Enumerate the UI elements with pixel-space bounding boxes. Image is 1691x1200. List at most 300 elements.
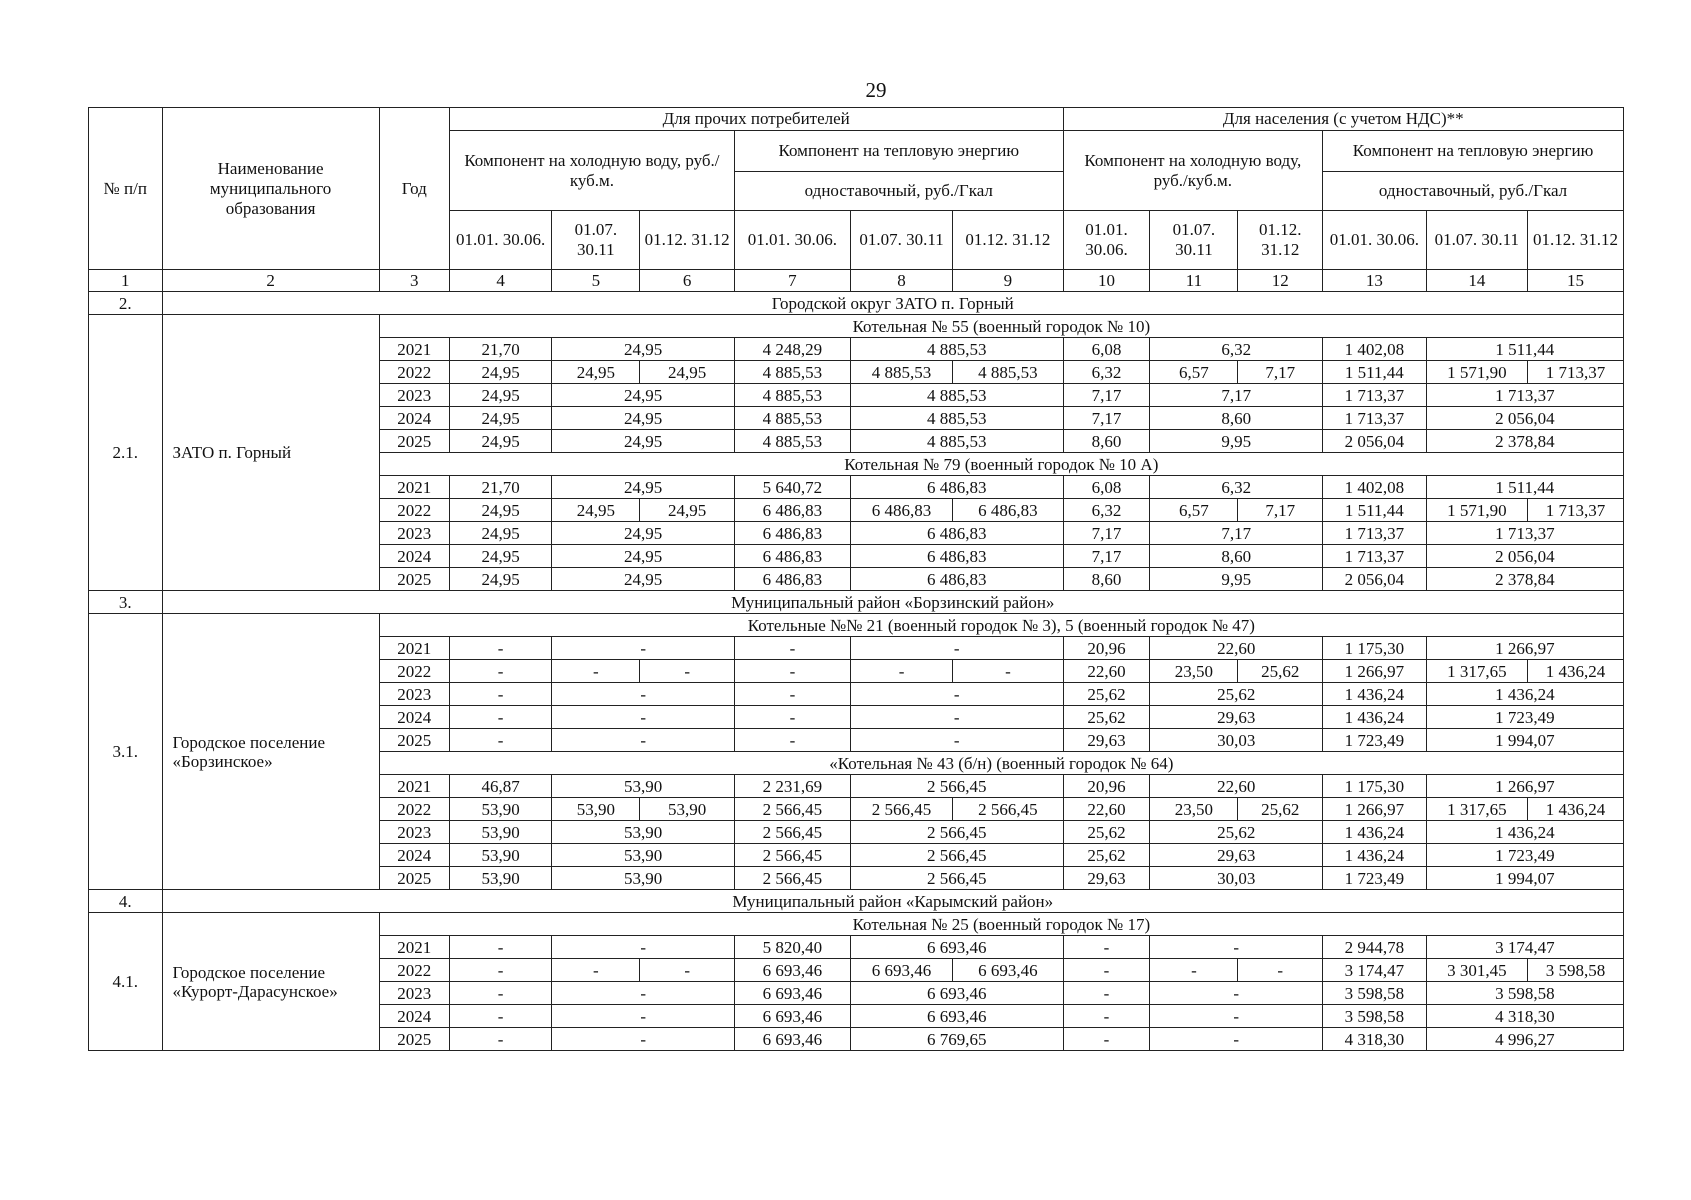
value-cell: 6 486,83 [734,522,850,545]
header-period: 01.01. 30.06. [1063,211,1150,270]
value-cell: 6 486,83 [850,522,1063,545]
column-index: 13 [1323,270,1427,292]
value-cell: 7,17 [1063,407,1150,430]
value-cell: 1 175,30 [1323,637,1427,660]
value-cell: 1 436,24 [1323,821,1427,844]
value-cell: - [449,660,551,683]
value-cell: - [850,729,1063,752]
value-cell: 4 885,53 [734,430,850,453]
value-cell: 1 713,37 [1528,499,1624,522]
column-index: 9 [953,270,1063,292]
value-cell: 6 486,83 [850,545,1063,568]
value-cell: 4 996,27 [1426,1028,1623,1051]
column-index: 1 [89,270,163,292]
value-cell: 8,60 [1150,545,1323,568]
value-cell: 1 266,97 [1323,798,1427,821]
value-cell: - [734,706,850,729]
value-cell: 6,32 [1150,338,1323,361]
value-cell: 6 486,83 [734,568,850,591]
value-cell: 6,32 [1150,476,1323,499]
value-cell: - [850,706,1063,729]
header-period: 01.12. 31.12 [1528,211,1624,270]
header-cold-water-others: Компонент на холодную воду, руб./куб.м. [449,131,734,211]
value-cell: 7,17 [1063,384,1150,407]
year-cell: 2022 [379,361,449,384]
value-cell: 4 885,53 [734,361,850,384]
value-cell: 21,70 [449,338,551,361]
year-cell: 2024 [379,706,449,729]
value-cell: 1 266,97 [1426,637,1623,660]
value-cell: 3 174,47 [1323,959,1427,982]
value-cell: 24,95 [552,407,735,430]
year-cell: 2024 [379,1005,449,1028]
value-cell: 2 566,45 [850,844,1063,867]
value-cell: 24,95 [552,476,735,499]
header-name: Наименование муниципального образования [162,108,379,270]
value-cell: 24,95 [449,384,551,407]
value-cell: - [734,660,850,683]
value-cell: - [552,660,640,683]
value-cell: 1 436,24 [1323,844,1427,867]
value-cell: - [640,959,735,982]
value-cell: 25,62 [1150,821,1323,844]
header-single-rate-population: одноставочный, руб./Гкал [1323,172,1624,211]
value-cell: 53,90 [552,775,735,798]
column-index: 12 [1238,270,1323,292]
value-cell: 25,62 [1238,660,1323,683]
value-cell: 4 318,30 [1323,1028,1427,1051]
column-index: 3 [379,270,449,292]
value-cell: 25,62 [1063,683,1150,706]
section-row [89,292,1624,315]
value-cell: 1 402,08 [1323,476,1427,499]
value-cell: 4 885,53 [850,338,1063,361]
value-cell: 29,63 [1150,706,1323,729]
value-cell: 22,60 [1063,660,1150,683]
value-cell: 1 317,65 [1426,798,1527,821]
value-cell: 2 566,45 [734,798,850,821]
value-cell: - [734,637,850,660]
value-cell: 29,63 [1063,867,1150,890]
value-cell: 1 436,24 [1426,821,1623,844]
value-cell: 24,95 [640,361,735,384]
value-cell: 2 566,45 [734,844,850,867]
value-cell: 24,95 [552,522,735,545]
value-cell: 24,95 [449,361,551,384]
year-cell: 2022 [379,959,449,982]
value-cell: 6 486,83 [850,568,1063,591]
value-cell: 6 486,83 [850,499,952,522]
value-cell: - [953,660,1063,683]
value-cell: 24,95 [449,407,551,430]
header-period: 01.07. 30.11 [552,211,640,270]
value-cell: - [552,1028,735,1051]
column-index: 15 [1528,270,1624,292]
value-cell: 1 713,37 [1323,384,1427,407]
value-cell: 4 885,53 [850,430,1063,453]
value-cell: 1 713,37 [1323,522,1427,545]
value-cell: 1 723,49 [1426,706,1623,729]
value-cell: 25,62 [1063,821,1150,844]
value-cell: 46,87 [449,775,551,798]
value-cell: 5 820,40 [734,936,850,959]
value-cell: 6,57 [1150,499,1238,522]
value-cell: 53,90 [449,821,551,844]
value-cell: 53,90 [449,798,551,821]
header-period: 01.07. 30.11 [850,211,952,270]
year-cell: 2025 [379,430,449,453]
value-cell: - [850,683,1063,706]
value-cell: - [552,1005,735,1028]
value-cell: 1 571,90 [1426,361,1527,384]
value-cell: - [850,637,1063,660]
value-cell: - [1150,959,1238,982]
value-cell: - [449,1028,551,1051]
column-index: 10 [1063,270,1150,292]
value-cell: - [449,936,551,959]
value-cell: 53,90 [449,867,551,890]
value-cell: - [552,637,735,660]
value-cell: 24,95 [449,568,551,591]
year-cell: 2022 [379,499,449,522]
value-cell: 6 693,46 [850,982,1063,1005]
value-cell: - [552,982,735,1005]
value-cell: 1 175,30 [1323,775,1427,798]
value-cell: 30,03 [1150,729,1323,752]
value-cell: 6,57 [1150,361,1238,384]
header-period: 01.12. 31.12 [1238,211,1323,270]
value-cell: 2 056,04 [1426,407,1623,430]
value-cell: 6,32 [1063,361,1150,384]
value-cell: 53,90 [640,798,735,821]
header-num: № п/п [89,108,163,270]
year-cell: 2025 [379,729,449,752]
value-cell: - [449,982,551,1005]
value-cell: - [734,683,850,706]
value-cell: 6 486,83 [734,545,850,568]
value-cell: - [552,683,735,706]
value-cell: 2 378,84 [1426,430,1623,453]
value-cell: - [449,959,551,982]
value-cell: 1 723,49 [1426,844,1623,867]
value-cell: 22,60 [1150,637,1323,660]
value-cell: 24,95 [552,384,735,407]
value-cell: 24,95 [552,361,640,384]
value-cell: 1 713,37 [1528,361,1624,384]
boiler-row [89,913,1624,936]
value-cell: 53,90 [552,844,735,867]
year-cell: 2022 [379,660,449,683]
year-cell: 2024 [379,844,449,867]
value-cell: 1 723,49 [1323,867,1427,890]
value-cell: 2 056,04 [1323,430,1427,453]
section-title: Муниципальный район «Карымский район» [162,890,1624,913]
value-cell: - [640,660,735,683]
value-cell: 1 436,24 [1323,683,1427,706]
value-cell: 1 994,07 [1426,729,1623,752]
page-number: 29 [865,78,887,102]
value-cell: 9,95 [1150,430,1323,453]
value-cell: 4 885,53 [850,407,1063,430]
year-cell: 2025 [379,568,449,591]
value-cell: 4 885,53 [850,384,1063,407]
value-cell: 6 693,46 [953,959,1063,982]
year-cell: 2021 [379,338,449,361]
value-cell: 22,60 [1063,798,1150,821]
value-cell: 30,03 [1150,867,1323,890]
value-cell: - [850,660,952,683]
column-index-row [89,270,1624,292]
value-cell: 6 486,83 [734,499,850,522]
value-cell: - [449,729,551,752]
column-index: 6 [640,270,735,292]
value-cell: 2 566,45 [850,867,1063,890]
value-cell: 2 944,78 [1323,936,1427,959]
header-period: 01.12. 31.12 [640,211,735,270]
value-cell: 8,60 [1063,568,1150,591]
header-period: 01.01. 30.06. [449,211,551,270]
column-index: 5 [552,270,640,292]
unit-num: 2.1. [89,315,163,591]
value-cell: - [1063,1028,1150,1051]
value-cell: 7,17 [1063,522,1150,545]
value-cell: 3 598,58 [1323,1005,1427,1028]
value-cell: 24,95 [449,430,551,453]
value-cell: 1 266,97 [1426,775,1623,798]
value-cell: 1 436,24 [1528,798,1624,821]
year-cell: 2023 [379,683,449,706]
header-period: 01.12. 31.12 [953,211,1063,270]
year-cell: 2024 [379,545,449,568]
value-cell: 2 378,84 [1426,568,1623,591]
value-cell: 6 693,46 [734,959,850,982]
value-cell: 25,62 [1063,844,1150,867]
value-cell: 4 885,53 [850,361,952,384]
value-cell: - [1063,936,1150,959]
column-index: 7 [734,270,850,292]
value-cell: - [1063,1005,1150,1028]
value-cell: 3 301,45 [1426,959,1527,982]
value-cell: 6 693,46 [850,936,1063,959]
value-cell: 2 566,45 [953,798,1063,821]
value-cell: 3 598,58 [1426,982,1623,1005]
column-index: 14 [1426,270,1527,292]
column-index: 4 [449,270,551,292]
value-cell: - [734,729,850,752]
value-cell: - [1063,959,1150,982]
header-cold-water-population: Компонент на холодную воду, руб./куб.м. [1063,131,1323,211]
year-cell: 2023 [379,384,449,407]
value-cell: - [552,729,735,752]
boiler-row [89,315,1624,338]
value-cell: 29,63 [1150,844,1323,867]
value-cell: 2 566,45 [734,867,850,890]
value-cell: 29,63 [1063,729,1150,752]
value-cell: 23,50 [1150,660,1238,683]
section-title: Городской округ ЗАТО п. Горный [162,292,1624,315]
header-heat-others: Компонент на тепловую энергию [734,131,1063,172]
boiler-title: Котельная № 25 (военный городок № 17) [379,913,1623,936]
value-cell: - [1150,1028,1323,1051]
value-cell: 23,50 [1150,798,1238,821]
section-num: 2. [89,292,163,315]
section-num: 4. [89,890,163,913]
value-cell: 4 248,29 [734,338,850,361]
value-cell: - [1063,982,1150,1005]
value-cell: - [1238,959,1323,982]
value-cell: 6 693,46 [734,1005,850,1028]
value-cell: 6,32 [1063,499,1150,522]
tariff-table [88,107,1624,1051]
year-cell: 2023 [379,982,449,1005]
header-period: 01.07. 30.11 [1150,211,1238,270]
value-cell: 1 436,24 [1528,660,1624,683]
value-cell: 24,95 [552,430,735,453]
value-cell: 1 994,07 [1426,867,1623,890]
value-cell: 4 885,53 [953,361,1063,384]
unit-name: Городское поселение «Борзинское» [162,614,379,890]
year-cell: 2023 [379,522,449,545]
value-cell: 1 266,97 [1323,660,1427,683]
value-cell: 53,90 [552,867,735,890]
column-index: 11 [1150,270,1238,292]
value-cell: 24,95 [552,568,735,591]
column-index: 8 [850,270,952,292]
value-cell: 53,90 [449,844,551,867]
value-cell: 6 693,46 [850,1005,1063,1028]
value-cell: 24,95 [449,522,551,545]
year-cell: 2021 [379,775,449,798]
value-cell: 1 723,49 [1323,729,1427,752]
value-cell: 1 317,65 [1426,660,1527,683]
value-cell: - [552,959,640,982]
value-cell: 7,17 [1063,545,1150,568]
year-cell: 2022 [379,798,449,821]
year-cell: 2023 [379,821,449,844]
value-cell: 7,17 [1238,499,1323,522]
unit-num: 4.1. [89,913,163,1051]
unit-name: Городское поселение «Курорт-Дарасунское» [162,913,379,1051]
value-cell: 2 566,45 [850,798,952,821]
value-cell: 3 598,58 [1323,982,1427,1005]
value-cell: 4 318,30 [1426,1005,1623,1028]
boiler-title: Котельные №№ 21 (военный городок № 3), 5 (военный городок № 47) [379,614,1623,637]
value-cell: 2 056,04 [1323,568,1427,591]
value-cell: - [449,706,551,729]
value-cell: 1 436,24 [1426,683,1623,706]
value-cell: - [1150,936,1323,959]
value-cell: 53,90 [552,821,735,844]
value-cell: 6,08 [1063,338,1150,361]
header-period: 01.07. 30.11 [1426,211,1527,270]
value-cell: 1 511,44 [1426,476,1623,499]
year-cell: 2021 [379,637,449,660]
value-cell: 8,60 [1150,407,1323,430]
value-cell: - [1150,982,1323,1005]
value-cell: 22,60 [1150,775,1323,798]
value-cell: 1 511,44 [1426,338,1623,361]
column-index: 2 [162,270,379,292]
value-cell: 3 598,58 [1528,959,1624,982]
value-cell: 24,95 [449,545,551,568]
section-title: Муниципальный район «Борзинский район» [162,591,1624,614]
boiler-title: Котельная № 55 (военный городок № 10) [379,315,1623,338]
year-cell: 2021 [379,936,449,959]
value-cell: 53,90 [552,798,640,821]
year-cell: 2024 [379,407,449,430]
value-cell: 24,95 [640,499,735,522]
value-cell: 24,95 [552,499,640,522]
value-cell: 24,95 [552,545,735,568]
value-cell: 4 885,53 [734,384,850,407]
value-cell: 2 566,45 [850,775,1063,798]
value-cell: 1 511,44 [1323,361,1427,384]
value-cell: 2 566,45 [734,821,850,844]
value-cell: 4 885,53 [734,407,850,430]
value-cell: 24,95 [552,338,735,361]
value-cell: 25,62 [1238,798,1323,821]
boiler-title: «Котельная № 43 (б/н) (военный городок № 64) [379,752,1623,775]
value-cell: 2 056,04 [1426,545,1623,568]
value-cell: - [449,637,551,660]
value-cell: 25,62 [1063,706,1150,729]
value-cell: 7,17 [1150,522,1323,545]
header-period: 01.01. 30.06. [1323,211,1427,270]
value-cell: 1 436,24 [1323,706,1427,729]
value-cell: 7,17 [1238,361,1323,384]
value-cell: - [552,706,735,729]
value-cell: 6 693,46 [850,959,952,982]
section-row [89,890,1624,913]
value-cell: 1 571,90 [1426,499,1527,522]
header-heat-population: Компонент на тепловую энергию [1323,131,1624,172]
value-cell: 6 486,83 [953,499,1063,522]
value-cell: 1 713,37 [1323,407,1427,430]
value-cell: 21,70 [449,476,551,499]
header-year: Год [379,108,449,270]
value-cell: 9,95 [1150,568,1323,591]
value-cell: 6,08 [1063,476,1150,499]
value-cell: - [449,683,551,706]
year-cell: 2025 [379,867,449,890]
value-cell: 1 402,08 [1323,338,1427,361]
value-cell: 2 231,69 [734,775,850,798]
section-row [89,591,1624,614]
unit-name: ЗАТО п. Горный [162,315,379,591]
year-cell: 2025 [379,1028,449,1051]
value-cell: 20,96 [1063,637,1150,660]
section-num: 3. [89,591,163,614]
value-cell: 1 713,37 [1323,545,1427,568]
header-period: 01.01. 30.06. [734,211,850,270]
boiler-title: Котельная № 79 (военный городок № 10 А) [379,453,1623,476]
value-cell: 5 640,72 [734,476,850,499]
value-cell: 25,62 [1150,683,1323,706]
value-cell: 1 713,37 [1426,522,1623,545]
value-cell: 1 713,37 [1426,384,1623,407]
value-cell: 6 769,65 [850,1028,1063,1051]
header-others: Для прочих потребителей [449,108,1063,131]
unit-num: 3.1. [89,614,163,890]
value-cell: 8,60 [1063,430,1150,453]
value-cell: - [449,1005,551,1028]
value-cell: 6 693,46 [734,1028,850,1051]
value-cell: 6 486,83 [850,476,1063,499]
value-cell: 2 566,45 [850,821,1063,844]
header-row-1 [89,108,1624,131]
value-cell: 3 174,47 [1426,936,1623,959]
header-population: Для населения (с учетом НДС)** [1063,108,1623,131]
